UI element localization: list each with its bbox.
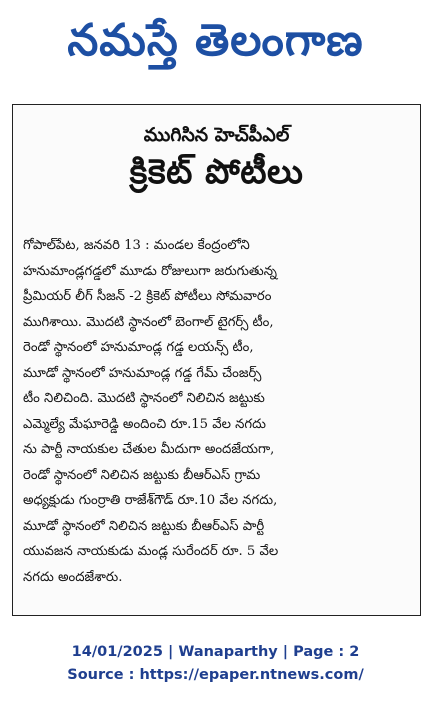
article-body bbox=[23, 233, 408, 590]
body-line: మూడో స్థానంలో నిలిచిన జట్టుకు బీఆర్ఎస్ పార్టీ bbox=[23, 518, 265, 534]
body-line: రెండో స్థానంలో హనుమాండ్ల గడ్డ లయన్స్ టీం, bbox=[23, 340, 254, 355]
body-line: గోపాల్‌పేట, జనవరి 13 : మండల కేంద్రంలోని bbox=[23, 238, 250, 253]
body-line: మూడో స్థానంలో హనుమాండ్ల గడ్డ గేమ్ చేంజర్స్ bbox=[23, 365, 262, 381]
newspaper-logo: నమస్తే తెలంగాణ bbox=[67, 15, 364, 66]
body-line: ప్రీమియర్ లీగ్ సీజన్ -2 క్రికెట్ పోటీలు సోమవారం bbox=[23, 289, 272, 304]
body-line: టీం నిలిచింది. మొదటి స్థానంలో నిలిచిన జట్టుకు bbox=[23, 391, 265, 406]
source-link[interactable]: Source : https://epaper.ntnews.com/ bbox=[67, 667, 364, 683]
article-kicker: ముగిసిన హెచ్‌పీఎల్ bbox=[143, 124, 290, 146]
body-line: హనుమాండ్లగడ్డలో మూడు రోజులుగా జరుగుతున్న bbox=[23, 263, 277, 279]
body-line: అధ్యక్షుడు గుంర్రాతి రాజేశ్‌గౌడ్ రూ.10 వేల నగదు, bbox=[23, 493, 278, 508]
body-line: రెండో స్థానంలో నిలిచిన జట్టుకు బీఆర్ఎస్ గ్రామ bbox=[23, 467, 261, 483]
body-line: యువజన నాయకుడు మండ్ల సురేందర్ రూ. 5 వేల bbox=[23, 544, 279, 559]
body-line: ముగిశాయి. మొదటి స్థానంలో బెంగాల్ టైగర్స్ టీం, bbox=[23, 314, 274, 330]
article-headline: క్రికెట్ పోటీలు bbox=[129, 152, 304, 192]
news-clipping bbox=[12, 104, 421, 616]
body-line: ఎమ్మెల్యే మేఘారెడ్డి అందించి రూ.15 వేల నగదు bbox=[23, 416, 266, 432]
edition-info: 14/01/2025 | Wanaparthy | Page : 2 bbox=[71, 644, 360, 660]
body-line: ను పార్టీ నాయకుల చేతుల మీదుగా అందజేయగా, bbox=[23, 442, 275, 457]
body-line: నగదు అందజేశారు. bbox=[23, 569, 123, 585]
masthead bbox=[0, 0, 431, 84]
